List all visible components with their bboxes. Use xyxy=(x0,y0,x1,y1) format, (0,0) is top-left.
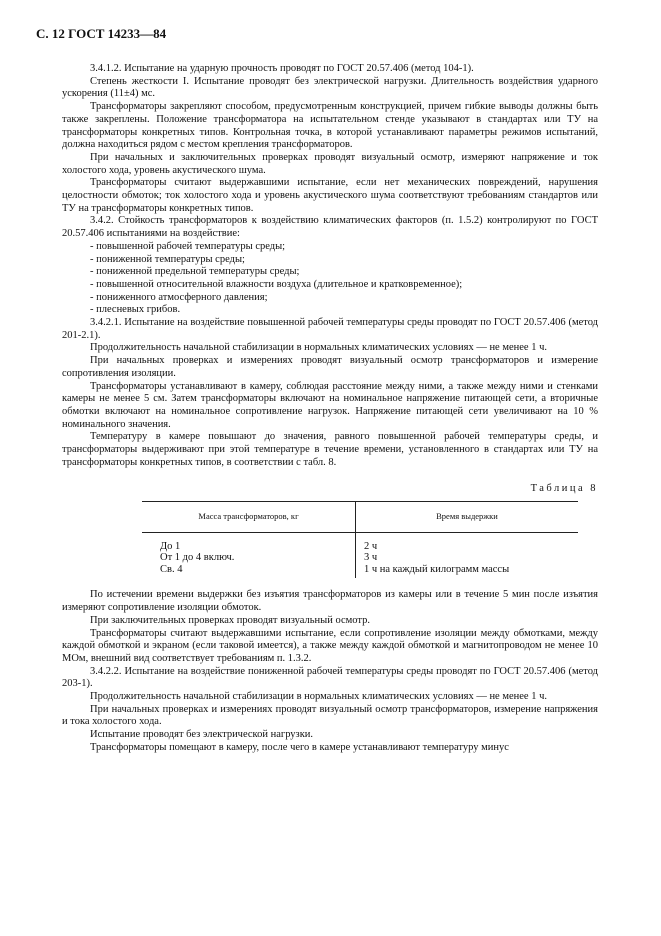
paragraph: 3.4.1.2. Испытание на ударную прочность проводят по ГОСТ 20.57.406 (метод 104-1). xyxy=(90,63,474,74)
cell-mass: До 1 xyxy=(142,532,356,552)
page-header: С. 12 ГОСТ 14233—84 xyxy=(36,26,167,41)
paragraph: При начальных и заключительных проверках проводят визуальный осмотр, измеряют напряжение и ток холостого хода, уровень акустического шума. xyxy=(62,151,598,176)
cell-time: 1 ч на каждый килограмм массы xyxy=(364,563,510,575)
table-8 xyxy=(142,501,578,578)
cell-time: 3 ч xyxy=(364,552,378,564)
header-time: Время выдержки xyxy=(356,502,579,533)
paragraph: Продолжительность начальной стабилизации в нормальных климатических условиях — не менее 1 ч. xyxy=(90,691,547,703)
table-row xyxy=(142,552,578,564)
paragraph: Трансформаторы считают выдержавшими испытание, если сопротивление изоляции между обмотками, между каждой обмоткой и экраном (если таковой имеется), а также между каждой обмоткой и магнитопроводом не менее 10 МОм, внешний вид соответствует требованиям п. 1.3.2. xyxy=(62,627,598,664)
header-mass: Масса трансформаторов, кг xyxy=(142,502,356,533)
list-item: - пониженного атмосферного давления; xyxy=(90,291,268,303)
paragraph: Температуру в камере повышают до значения, равного повышенной рабочей температуры среды, и трансформаторы выдерживают при этой температуре в течение времени, установленного в стандартах или ТУ на трансформаторы конкретных типов, в соответствии с табл. 8. xyxy=(62,431,598,468)
table-header-row xyxy=(142,502,578,533)
paragraph: Трансформаторы помещают в камеру, после чего в камере устанавливают температуру минус xyxy=(90,741,509,753)
paragraph: При начальных проверках и измерениях проводят визуальный осмотр трансформаторов и измерение сопротивления изоляции. xyxy=(62,355,598,379)
paragraph: Трансформаторы закрепляют способом, предусмотренным конструкцией, причем гибкие выводы должны быть также закреплены. Положение трансформатора на испытательном стенде указывают в стандартах или ТУ на трансформаторы конкретных типов. Контрольная точка, в которой устанавливают параметры режимов испытаний, должна находиться рядом с местом крепления трансформаторов. xyxy=(62,101,598,151)
table-caption: Таблица 8 xyxy=(530,482,598,494)
data-table xyxy=(142,501,578,578)
table-row xyxy=(142,532,578,552)
paragraph: При заключительных проверках проводят визуальный осмотр. xyxy=(90,614,370,626)
paragraph: Продолжительность начальной стабилизации в нормальных климатических условиях — не менее 1 ч. xyxy=(90,342,547,354)
paragraph: Испытание проводят без электрической нагрузки. xyxy=(90,729,314,741)
list-item: - пониженной предельной температуры среды; xyxy=(90,266,300,278)
list-item: - плесневых грибов. xyxy=(90,304,181,316)
document-body xyxy=(62,63,598,755)
list-item: - повышенной рабочей температуры среды; xyxy=(90,240,286,252)
paragraph: Трансформаторы устанавливают в камеру, соблюдая расстояние между ними, а также между ними и стенками камеры не менее 5 см. Затем трансформаторы включают на номинальное напряжение питающей сети, а вторичные обмотки включают на номинальное сопротивление нагрузок. Напряжение питающей сети увеличивают на 10 % номинального значения. xyxy=(62,380,598,430)
list-item: - повышенной относительной влажности воздуха (длительное и кратковременное); xyxy=(90,278,463,290)
paragraph: 3.4.2.2. Испытание на воздействие пониженной рабочей температуры среды проводят по ГОСТ 20.57.406 (метод 203-1). xyxy=(62,665,598,690)
paragraph: 3.4.2. Стойкость трансформаторов к воздействию климатических факторов (п. 1.5.2) контролируют по ГОСТ 20.57.406 испытаниями на воздействие: xyxy=(62,215,598,240)
paragraph: Степень жесткости I. Испытание проводят без электрической нагрузки. Длительность воздействия ударного ускорения (11±4) мс. xyxy=(62,75,598,100)
table-row xyxy=(142,564,578,579)
paragraph: 3.4.2.1. Испытание на воздействие повышенной рабочей температуры среды проводят по ГОСТ 20.57.406 (метод 201-2.1). xyxy=(62,317,598,341)
paragraph: При начальных проверках и измерениях проводят визуальный осмотр трансформаторов, измерение напряжения и тока холостого хода. xyxy=(62,703,598,728)
cell-mass: Св. 4 xyxy=(142,564,356,579)
paragraph: Трансформаторы считают выдержавшими испытание, если нет механических повреждений, нарушения целостности обмоток; ток холостого хода и уровень акустического шума соответствуют требованиям стандартов или ТУ на трансформаторы конкретных типов. xyxy=(62,177,598,214)
list-item: - пониженной температуры среды; xyxy=(90,253,245,265)
cell-mass: От 1 до 4 включ. xyxy=(142,552,356,564)
paragraph: По истечении времени выдержки без изъятия трансформаторов из камеры или в течение 5 мин после изъятия измеряют сопротивление изоляции обмоток. xyxy=(62,589,598,614)
cell-time: 2 ч xyxy=(364,540,378,552)
